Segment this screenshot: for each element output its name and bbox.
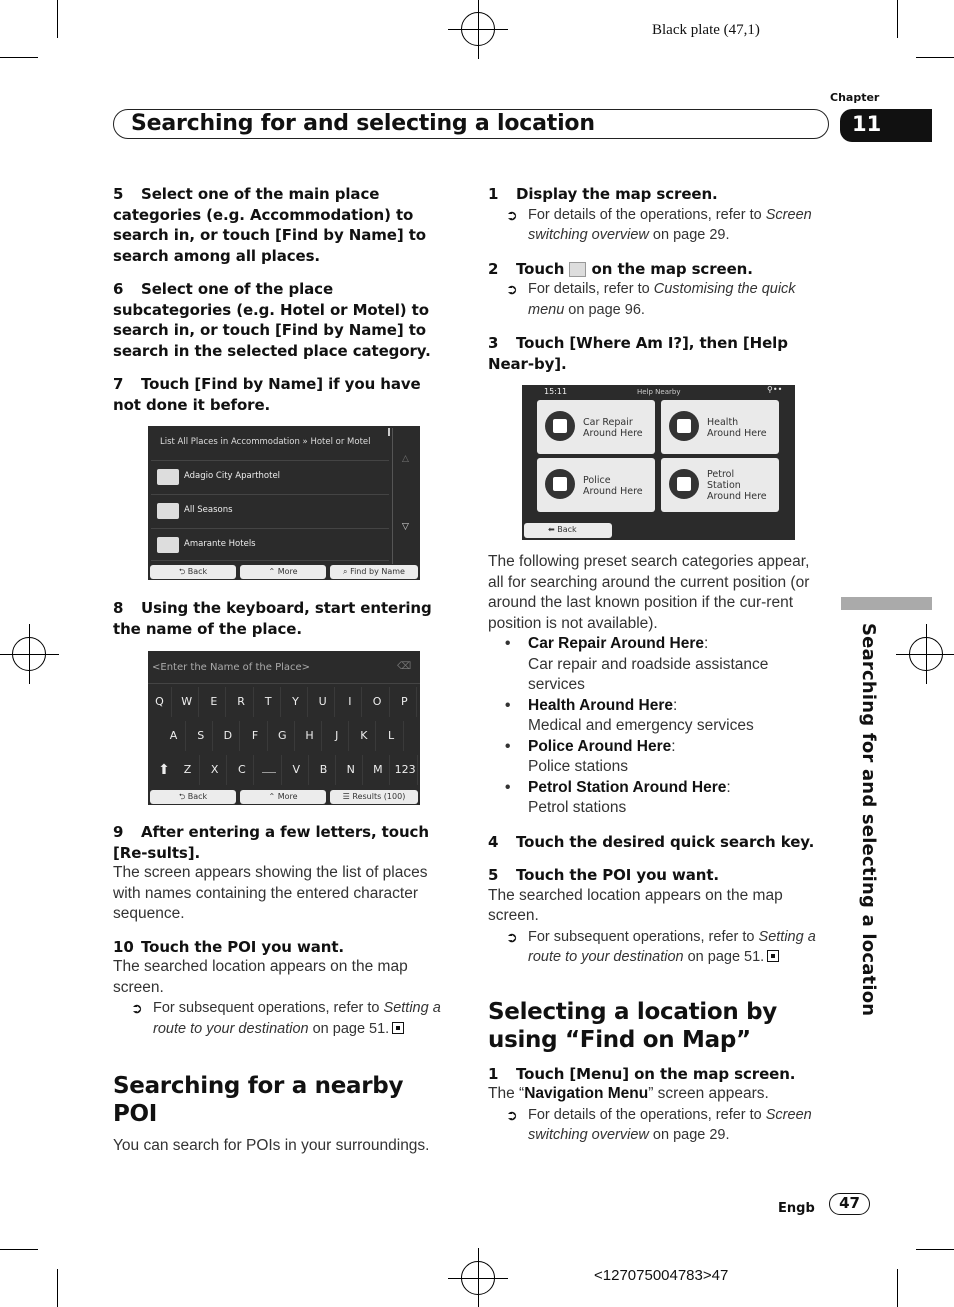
step-10: [113, 937, 453, 958]
key-t[interactable]: T: [257, 687, 281, 717]
key-r[interactable]: R: [230, 687, 254, 717]
key-v[interactable]: V: [285, 755, 309, 785]
tile-label: Health: [707, 417, 739, 428]
find-step-1-note: [488, 1105, 828, 1146]
bullet-icon: •: [505, 696, 511, 714]
step-text: Display the map screen.: [516, 185, 718, 203]
petrol-station-tile[interactable]: [661, 458, 779, 512]
list-header: List All Places in Accommodation » Hotel or Motel: [160, 437, 371, 447]
step-9: [113, 822, 453, 863]
step-5-right: [488, 865, 828, 886]
arrow-icon: ➲: [506, 928, 518, 945]
category-desc: Medical and emergency services: [528, 717, 754, 734]
folder-icon: [157, 469, 179, 485]
find-step-1-body: [488, 1084, 828, 1105]
crop-mark: [0, 1249, 38, 1250]
step-2-note: [488, 279, 828, 320]
key-g[interactable]: G: [271, 721, 295, 751]
step-3: [488, 333, 828, 374]
key-d[interactable]: D: [216, 721, 240, 751]
body-text: The “: [488, 1085, 525, 1102]
note-text: For details, refer to: [528, 281, 654, 297]
tile-label: Petrol: [707, 469, 735, 480]
tile-label: Around Here: [583, 428, 643, 439]
list-item-label: Adagio City Aparthotel: [184, 471, 281, 481]
step-text: on the map screen.: [591, 259, 753, 278]
step-number: 1: [488, 185, 499, 203]
step-4: [488, 832, 828, 853]
back-button[interactable]: ⮌ Back: [150, 565, 236, 579]
tile-label: Police: [583, 475, 611, 486]
body-text: ” screen appears.: [648, 1085, 769, 1102]
backspace-icon[interactable]: ⌫: [397, 661, 412, 672]
crop-mark: [897, 1269, 898, 1307]
intro-paragraph: The following preset search categories appear, all for searching around the current position (or around the last known position if the cur-rent position is not available).: [488, 553, 810, 632]
gps-status-icon: ⚲••: [767, 385, 783, 394]
category-name: Police Around Here: [528, 737, 672, 755]
step-number: 5: [113, 185, 124, 203]
car-icon: [545, 411, 575, 441]
end-mark-icon: [767, 950, 779, 962]
key-w[interactable]: W: [175, 687, 199, 717]
tile-label: Around Here: [707, 428, 767, 439]
note-text: For details of the operations, refer to: [528, 206, 766, 223]
more-button[interactable]: ⌃ More: [240, 565, 326, 579]
page-number: 47: [829, 1193, 870, 1215]
step-number: 9: [113, 823, 124, 841]
step-number: 8: [113, 599, 124, 617]
category-item: • Petrol Station Around Here: Petrol stations: [505, 778, 731, 816]
tile-label: Around Here: [707, 491, 767, 502]
step-text: Touch [Menu] on the map screen.: [516, 1064, 796, 1083]
registration-mark: [909, 637, 943, 671]
key-l[interactable]: L: [380, 721, 404, 751]
registration-mark: [461, 1261, 495, 1295]
step-1-note: [488, 205, 828, 246]
back-button[interactable]: ⬅ Back: [524, 523, 612, 538]
left-column: [113, 184, 453, 415]
divider: [392, 428, 393, 564]
side-tab: [841, 597, 932, 610]
step-2: [488, 259, 828, 280]
note-link[interactable]: Customising the quick menu: [528, 281, 796, 318]
key-o[interactable]: O: [366, 687, 390, 717]
heading-find-on-map: Selecting a location by using “Find on Map”: [488, 998, 777, 1053]
registration-mark: [461, 12, 495, 46]
keyboard-screen: [148, 651, 420, 805]
heading-nearby-poi: Searching for a nearby POI: [113, 1073, 404, 1127]
back-label: Back: [187, 567, 208, 576]
banner-title: Searching for and selecting a location: [131, 111, 595, 136]
note-text: on page 29.: [648, 227, 730, 243]
note-link[interactable]: Screen switching overview: [528, 1106, 812, 1143]
note-link[interactable]: Screen switching overview: [528, 206, 812, 243]
key-q[interactable]: Q: [148, 687, 172, 717]
shift-icon[interactable]: ⬆: [158, 762, 170, 778]
document-code: <127075004783>47: [594, 1267, 729, 1284]
key-s[interactable]: S: [189, 721, 213, 751]
chapter-number-tab: [840, 109, 932, 142]
list-item-label: Amarante Hotels: [184, 539, 256, 549]
nearby-body: You can search for POIs in your surroundings.: [113, 1137, 430, 1154]
bullet-icon: •: [505, 778, 511, 796]
side-title: Searching for and selecting a location: [858, 623, 879, 1017]
right-column-lower: [488, 552, 828, 1146]
crop-mark: [0, 57, 38, 58]
results-label: Results (100): [352, 792, 406, 801]
key-b[interactable]: B: [312, 755, 336, 785]
list-item[interactable]: [151, 460, 389, 493]
police-badge-icon: [545, 469, 575, 499]
find-by-name-button[interactable]: ⌕ Find by Name: [330, 565, 418, 579]
health-cross-icon: [669, 411, 699, 441]
key-i[interactable]: I: [338, 687, 362, 717]
step-number: 5: [488, 866, 499, 884]
step-10-note: [113, 998, 453, 1039]
police-tile[interactable]: [537, 458, 655, 512]
key-z[interactable]: Z: [176, 755, 200, 785]
find-label: Find by Name: [350, 567, 405, 576]
end-mark-icon: [392, 1022, 404, 1034]
step-9-body: The screen appears showing the list of places with names containing the entered character sequence.: [113, 864, 428, 922]
step-7: [113, 374, 453, 415]
key-k[interactable]: K: [352, 721, 376, 751]
scroll-down-icon[interactable]: ▽: [402, 522, 409, 532]
car-repair-tile[interactable]: [537, 400, 655, 454]
key-row-3: [176, 755, 420, 785]
step-number: 6: [113, 280, 124, 298]
key-c[interactable]: C: [230, 755, 254, 785]
key-h[interactable]: H: [298, 721, 322, 751]
bullet-icon: •: [505, 635, 511, 652]
step-5-body: The searched location appears on the map screen.: [488, 886, 783, 924]
note-text: on page 51.: [683, 949, 765, 965]
key-y[interactable]: Y: [284, 687, 308, 717]
arrow-icon: ➲: [131, 1000, 143, 1016]
note-text: For details of the operations, refer to: [528, 1106, 766, 1123]
name-input[interactable]: <Enter the Name of the Place>: [152, 662, 311, 673]
tile-label: Around Here: [583, 486, 643, 497]
crop-mark: [57, 1269, 58, 1307]
plate-label: Black plate (47,1): [652, 22, 760, 38]
list-screen: [148, 426, 420, 580]
more-button[interactable]: ⌃ More: [240, 790, 326, 804]
list-item-label: All Seasons: [184, 505, 233, 515]
category-desc: Car repair and roadside assistance services: [528, 655, 769, 693]
results-button[interactable]: ☰ Results (100): [330, 790, 418, 804]
category-list: [488, 634, 828, 819]
list-item[interactable]: [151, 528, 389, 561]
scroll-indicator: [388, 428, 390, 436]
key-row-1: [148, 687, 420, 717]
step-text: Touch: [516, 259, 565, 278]
note-text: For subsequent operations, refer to: [528, 928, 759, 945]
step-number: 3: [488, 334, 499, 352]
step-text: Select one of the place subcategories (e.g. Hotel or Motel) to search in, or touch [Find by Name] to search in the selected place category.: [113, 280, 431, 360]
category-name: Car Repair Around Here: [528, 635, 704, 652]
step-text: Touch [Where Am I?], then [Help Near-by].: [488, 334, 788, 373]
note-text: on page 51.: [308, 1020, 390, 1037]
step-10-body: The searched location appears on the map screen.: [113, 958, 408, 996]
fuel-pump-icon: [669, 469, 699, 499]
back-button[interactable]: ⮌ Back: [150, 790, 236, 804]
step-6: [113, 279, 453, 361]
arrow-icon: ➲: [506, 281, 518, 297]
key-a[interactable]: A: [162, 721, 186, 751]
tile-label: Car Repair: [583, 417, 633, 428]
category-item: • Health Around Here: Medical and emergency services: [505, 696, 754, 734]
step-number: 4: [488, 832, 499, 851]
divider: [148, 683, 420, 684]
registration-mark: [12, 637, 46, 671]
note-text: For subsequent operations, refer to: [153, 1000, 384, 1016]
step-8: [113, 598, 453, 639]
help-nearby-screen: [522, 385, 795, 540]
key-j[interactable]: J: [325, 721, 349, 751]
body-text-bold: Navigation Menu: [524, 1085, 649, 1102]
category-desc: Petrol stations: [528, 799, 627, 816]
key-123[interactable]: 123: [394, 755, 418, 785]
category-desc: Police stations: [528, 758, 628, 775]
space-key[interactable]: [258, 755, 282, 785]
step-text: Select one of the main place categories (e.g. Accommodation) to search in, or touch [Find by Name] to search among all places.: [113, 185, 426, 265]
arrow-icon: ➲: [506, 206, 518, 223]
step-text: Touch the desired quick search key.: [516, 832, 815, 851]
key-n[interactable]: N: [339, 755, 363, 785]
category-item: • Police Around Here: Police stations: [505, 737, 676, 775]
step-number: 2: [488, 259, 499, 278]
clock: 15:11: [544, 387, 568, 396]
key-e[interactable]: E: [202, 687, 226, 717]
hotel-icon: [157, 537, 179, 553]
note-text: on page 96.: [564, 301, 645, 318]
scroll-up-icon[interactable]: △: [402, 454, 409, 464]
chapter-label: Chapter: [830, 91, 880, 104]
step-text: Touch [Find by Name] if you have not done it before.: [113, 375, 421, 414]
category-item: • Car Repair Around Here: Car repair and roadside assistance services: [505, 635, 769, 693]
quick-menu-icon: [569, 262, 586, 277]
list-item[interactable]: [151, 494, 389, 527]
crop-mark: [897, 0, 898, 38]
crop-mark: [916, 1249, 954, 1250]
crop-mark: [916, 57, 954, 58]
step-text: Touch the POI you want.: [516, 866, 720, 884]
step-text: Touch the POI you want.: [141, 937, 345, 956]
find-step-1: [488, 1064, 828, 1085]
left-lower: [113, 822, 453, 1157]
note-link[interactable]: Setting a route to your destination: [153, 1000, 441, 1037]
back-label: Back: [187, 792, 208, 801]
language-label: Engb: [778, 1201, 815, 1216]
note-text: on page 29.: [648, 1127, 730, 1143]
key-p[interactable]: P: [393, 687, 417, 717]
step-number: 10: [113, 937, 134, 956]
step-8-block: [113, 598, 453, 639]
more-label: More: [277, 792, 298, 801]
chapter-number: 11: [852, 112, 882, 136]
chapter-banner: [113, 109, 829, 139]
screen-title: Help Nearby: [637, 388, 681, 396]
right-column-top: [488, 184, 828, 374]
category-name: Health Around Here: [528, 696, 673, 714]
category-name: Petrol Station Around Here: [528, 778, 727, 796]
step-text: After entering a few letters, touch [Re-sults].: [113, 823, 429, 862]
health-tile[interactable]: [661, 400, 779, 454]
crop-mark: [57, 0, 58, 38]
step-1: [488, 184, 828, 205]
step-number: 7: [113, 375, 124, 393]
step-number: 1: [488, 1064, 499, 1083]
step-5-note: [488, 927, 828, 968]
key-u[interactable]: U: [311, 687, 335, 717]
step-text: Using the keyboard, start entering the name of the place.: [113, 599, 432, 638]
bullet-icon: •: [505, 737, 511, 755]
key-row-2: [162, 721, 420, 751]
more-label: More: [277, 567, 298, 576]
note-link[interactable]: Setting a route to your destination: [528, 928, 816, 965]
folder-icon: [157, 503, 179, 519]
key-x[interactable]: X: [203, 755, 227, 785]
key-m[interactable]: M: [366, 755, 390, 785]
back-label: Back: [557, 525, 577, 534]
key-f[interactable]: F: [244, 721, 268, 751]
arrow-icon: ➲: [506, 1106, 518, 1123]
tile-label: Station: [707, 480, 741, 491]
step-5: [113, 184, 453, 266]
